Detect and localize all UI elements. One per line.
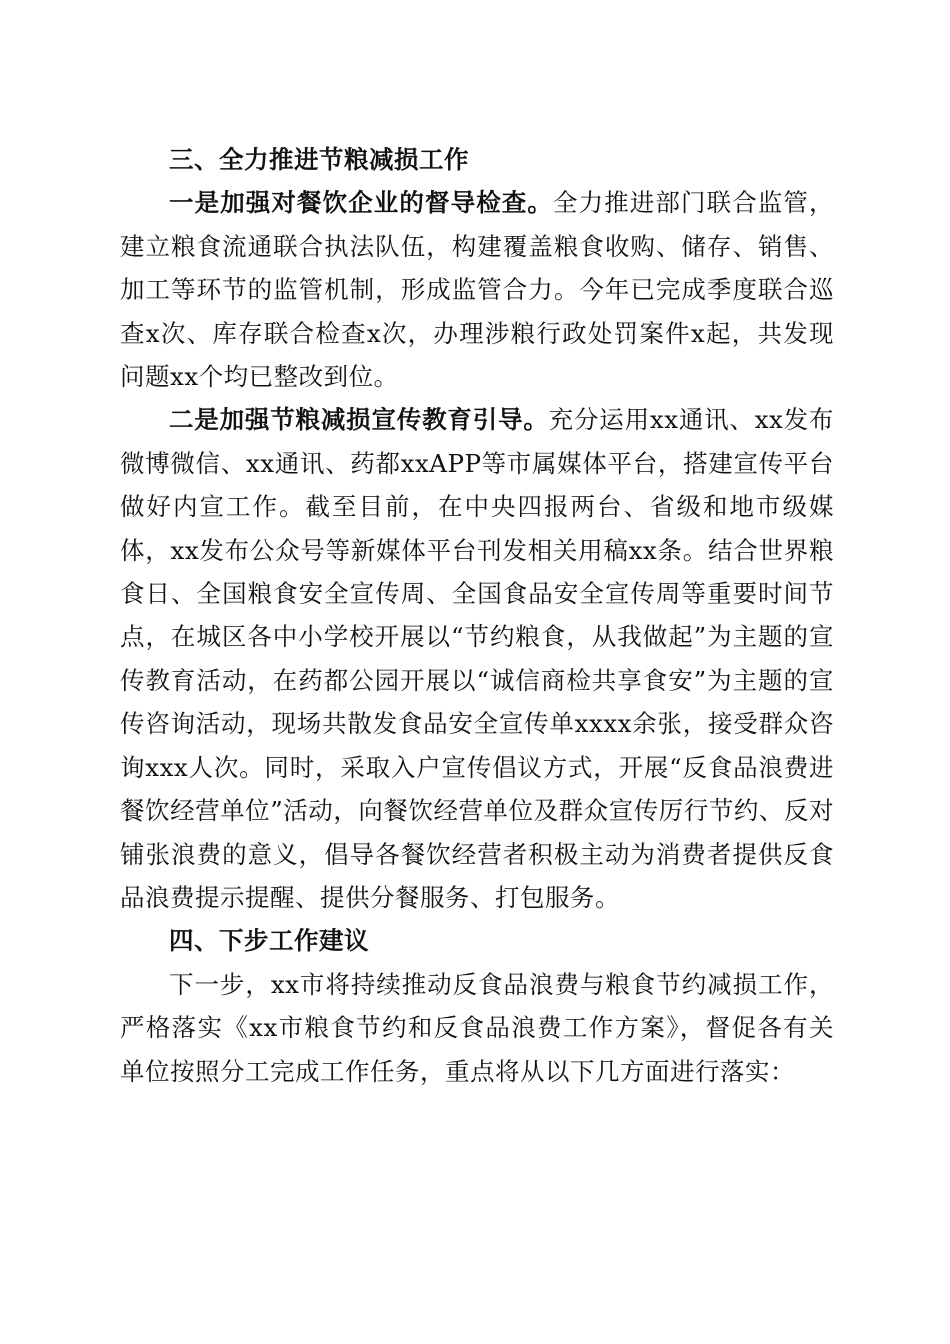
section-4-heading: 四、下步工作建议 (169, 926, 369, 956)
section-4-paragraph-1: 下一步，xx市将持续推动反食品浪费与粮食节约减损工作，严格落实《xx市粮食节约和反食品浪费工作方案》，督促各有关单位按照分工完成工作任务，重点将从以下几方面进行落实： (120, 969, 834, 1086)
document-body (120, 138, 834, 1093)
section-3-paragraph-2 (120, 398, 834, 919)
paragraph-1-body: 全力推进部门联合监管，建立粮食流通联合执法队伍，构建覆盖粮食收购、储存、销售、加工等环节的监管机制，形成监管合力。今年已完成季度联合巡查x次、库存联合检查x次，办理涉粮行政处罚案件x起，共发现问题xx个均已整改到位。 (120, 188, 834, 392)
section-3-paragraph-1 (120, 181, 834, 398)
paragraph-2-body: 充分运用xx通讯、xx发布微博微信、xx通讯、药都xxAPP等市属媒体平台，搭建宣传平台做好内宣工作。截至目前，在中央四报两台、省级和地市级媒体，xx发布公众号等新媒体平台刊发相关用稿xx条。结合世界粮食日、全国粮食安全宣传周、全国食品安全宣传周等重要时间节点，在城区各中小学校开展以“节约粮食，从我做起”为主题的宣传教育活动，在药都公园开展以“诚信商检共享食安”为主题的宣传咨询活动，现场共散发食品安全宣传单xxxx余张，接受群众咨询xxx人次。同时，采取入户宣传倡议方式，开展“反食品浪费进餐饮经营单位”活动，向餐饮经营单位及群众宣传厉行节约、反对铺张浪费的意义，倡导各餐饮经营者积极主动为消费者提供反食品浪费提示提醒、提供分餐服务、打包服务。 (120, 405, 834, 912)
paragraph-2-lead: 二是加强节粮减损宣传教育引导。 (169, 405, 549, 435)
paragraph-1-lead: 一是加强对餐饮企业的督导检查。 (169, 188, 553, 218)
section-3-heading: 三、全力推进节粮减损工作 (169, 145, 469, 174)
